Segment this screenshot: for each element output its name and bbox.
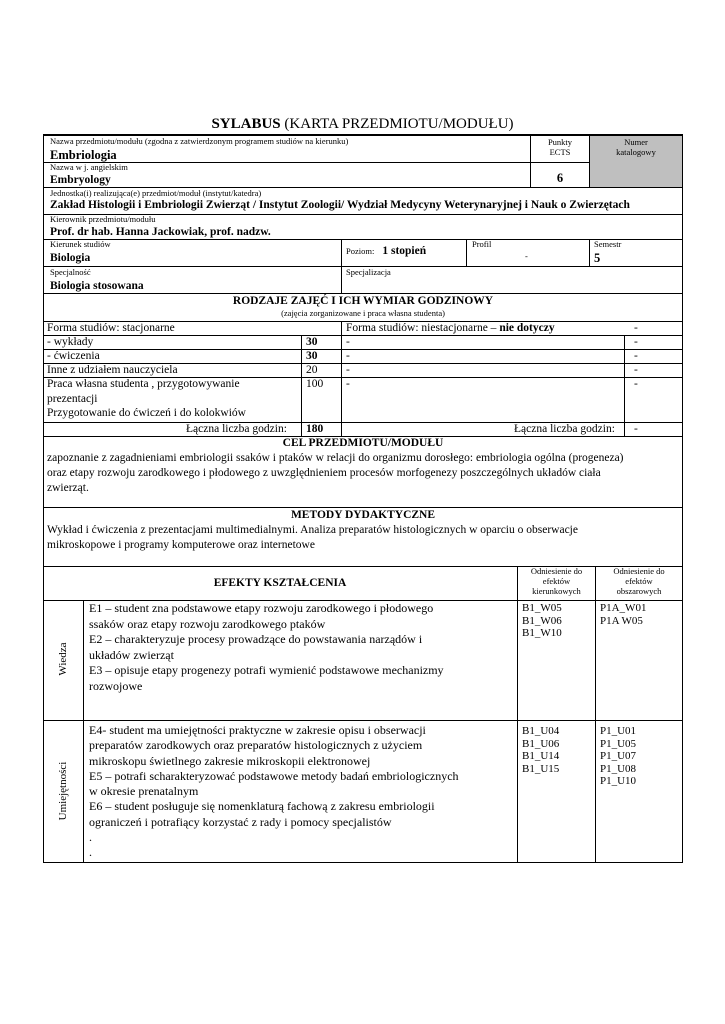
hours-row-label: - wykłady [47, 336, 94, 348]
goal-heading: CEL PRZEDMIOTU/MODUŁU [282, 437, 444, 449]
methods-line-2: mikroskopowe i programy komputerowe oraz internetowe [47, 539, 315, 551]
subject-name-label: Nazwa przedmiotu/modułu (zgodna z zatwierdzonym programem studiów na kierunku) [50, 136, 349, 146]
head-label: Kierownik przedmiotu/modułu [50, 214, 156, 224]
effect-line: E1 – student zna podstawowe etapy rozwoju zarodkowego i płodowego [89, 601, 434, 615]
english-name-label: Nazwa w j. angielskim [50, 162, 128, 172]
effect-line: E5 – potrafi scharakteryzować podstawowe metody badań embriologicznych [89, 768, 459, 783]
specialization-label: Specjalizacja [346, 267, 391, 277]
methods-heading: METODY DYDAKTYCZNE [290, 509, 436, 521]
selfwork-nvalue: - [634, 378, 638, 390]
semester-value: 5 [594, 251, 601, 265]
knowledge-direction-codes [522, 602, 562, 640]
profile-label: Profil [472, 239, 492, 249]
effect-line: ograniczeń i potrafiący korzystać z rady i pomocy specjalistów [89, 814, 392, 829]
semester-label: Semestr [594, 239, 622, 249]
knowledge-category-label: Wiedza [57, 642, 69, 676]
effect-code: P1_U08 [600, 762, 637, 775]
effect-code: B1_U04 [522, 725, 560, 737]
catalog-number-label: Numer katalogowy [616, 137, 656, 157]
goal-line-1: zapoznanie z zagadnieniami embriologii ssaków i ptaków w relacji do organizmu dorosłego: embriologia ogólna (progeneza) [47, 452, 624, 464]
goal-line-2: oraz etapy rozwoju zarodkowego i płodowego z uwzględnieniem procesów morfogenezy poszczególnych układów ciała [47, 467, 601, 479]
ects-label: Punkty ECTS [547, 137, 573, 157]
total-nlabel: Łączna liczba godzin: [514, 423, 615, 435]
area-reference-header: Odniesienie do efektów obszarowych [613, 566, 665, 596]
effect-code: B1_U06 [522, 737, 560, 750]
effect-line: . [89, 845, 92, 860]
hours-row-nlabel: - [346, 350, 350, 362]
effect-code: B1_U15 [522, 762, 560, 775]
extramural-dash: - [634, 322, 638, 334]
hours-row-nvalue: - [634, 336, 638, 348]
total-value: 180 [306, 423, 324, 435]
methods-line-1: Wykład i ćwiczenia z prezentacjami multimedialnymi. Analiza preparatów histologicznych w oparciu o obserwacje [47, 524, 578, 536]
level-field: Poziom: 1 stopień [346, 245, 427, 257]
effect-line: preparatów zarodkowych oraz preparatów histologicznych z użyciem [89, 738, 423, 753]
document-title: SYLABUS (KARTA PRZEDMIOTU/MODUŁU) [211, 116, 514, 132]
selfwork-line-3: Przygotowanie do ćwiczeń i do kolokwiów [47, 407, 246, 419]
direction-value: Biologia [50, 252, 91, 264]
effect-line: . [89, 830, 92, 845]
hours-row-nvalue: - [634, 350, 638, 362]
direction-reference-header: Odniesienie do efektów kierunkowych [530, 566, 583, 596]
selfwork-line-1: Praca własna studenta , przygotowywanie [47, 378, 240, 390]
head-value: Prof. dr hab. Hanna Jackowiak, prof. nadzw. [50, 226, 271, 238]
selfwork-line-2: prezentacji [47, 393, 98, 405]
hours-row-value: 20 [306, 364, 318, 376]
effect-code: P1_U05 [600, 737, 637, 750]
total-nvalue: - [634, 423, 638, 435]
profile-value: - [525, 251, 528, 261]
effect-line: E4- student ma umiejętności praktyczne w zakresie opisu i obserwacji [89, 723, 426, 737]
knowledge-area-codes [600, 602, 646, 627]
hours-row-nlabel: - [346, 364, 350, 376]
skills-category-label: Umiejętności [57, 761, 69, 821]
english-name-value: Embryology [50, 174, 111, 186]
skills-effects [89, 723, 514, 861]
effect-code: P1A_W01 [600, 602, 647, 614]
effect-code: B1_U14 [522, 750, 560, 762]
effect-code: B1_W05 [522, 602, 562, 614]
hours-row-nvalue: - [634, 364, 638, 376]
effect-code: P1A W05 [600, 614, 643, 627]
effect-line: rozwojowe [89, 678, 143, 693]
hours-row-nlabel: - [346, 336, 350, 348]
extramural-label: Forma studiów: niestacjonarne – nie dotyczy [346, 322, 555, 334]
ects-value: 6 [556, 171, 564, 185]
effect-line: mikroskopu świetlnego zakresie mikroskopii elektronowej [89, 753, 371, 768]
selfwork-value: 100 [306, 378, 324, 390]
total-label: Łączna liczba godzin: [186, 423, 287, 435]
effect-line: w okresie prenatalnym [89, 784, 199, 799]
effect-line: E2 – charakteryzuje procesy prowadzące do powstawania narządów i [89, 632, 423, 646]
unit-value: Zakład Histologii i Embriologii Zwierząt / Instytut Zoologii/ Wydział Medycyny Weterynaryjnej i Nauk o Zwierzętach [50, 199, 630, 211]
unit-label: Jednostka(i) realizująca(e) przedmiot/moduł (instytut/katedra) [50, 188, 262, 198]
subject-name-value: Embriologia [50, 148, 117, 162]
hours-row-label: Inne z udziałem nauczyciela [47, 364, 178, 376]
stationary-label: Forma studiów: stacjonarne [47, 322, 175, 334]
hours-row-value: 30 [306, 350, 318, 362]
effect-line: E3 – opisuje etapy progenezy potrafi wymienić podstawowe mechanizmy [89, 663, 444, 677]
effect-line: E6 – student posługuje się nomenklaturą fachową z zakresu embriologii [89, 799, 435, 814]
effect-code: P1_U01 [600, 725, 637, 737]
effect-line: układów zwierząt [89, 647, 174, 662]
skills-area-codes [600, 725, 636, 788]
hours-row-label: - ćwiczenia [47, 350, 100, 362]
effect-code: B1_W06 [522, 614, 562, 627]
specialty-value: Biologia stosowana [50, 280, 144, 292]
effect-line: ssaków oraz etapy rozwoju zarodkowego ptaków [89, 616, 326, 631]
effects-heading: EFEKTY KSZTAŁCENIA [213, 577, 347, 589]
knowledge-effects [89, 601, 514, 694]
effect-code: P1_U10 [600, 775, 637, 787]
selfwork-nlabel: - [346, 378, 350, 390]
hours-subheading: (zajęcia zorganizowane i praca własna studenta) [281, 308, 445, 318]
skills-direction-codes [522, 725, 559, 775]
goal-line-3: zwierząt. [47, 482, 89, 494]
effect-code: B1_W10 [522, 627, 562, 639]
effect-code: P1_U07 [600, 750, 637, 762]
specialty-label: Specjalność [50, 267, 91, 277]
hours-row-value: 30 [306, 336, 318, 348]
direction-label: Kierunek studiów [50, 239, 111, 249]
hours-heading: RODZAJE ZAJĘĆ I ICH WYMIAR GODZINOWY [232, 295, 494, 307]
